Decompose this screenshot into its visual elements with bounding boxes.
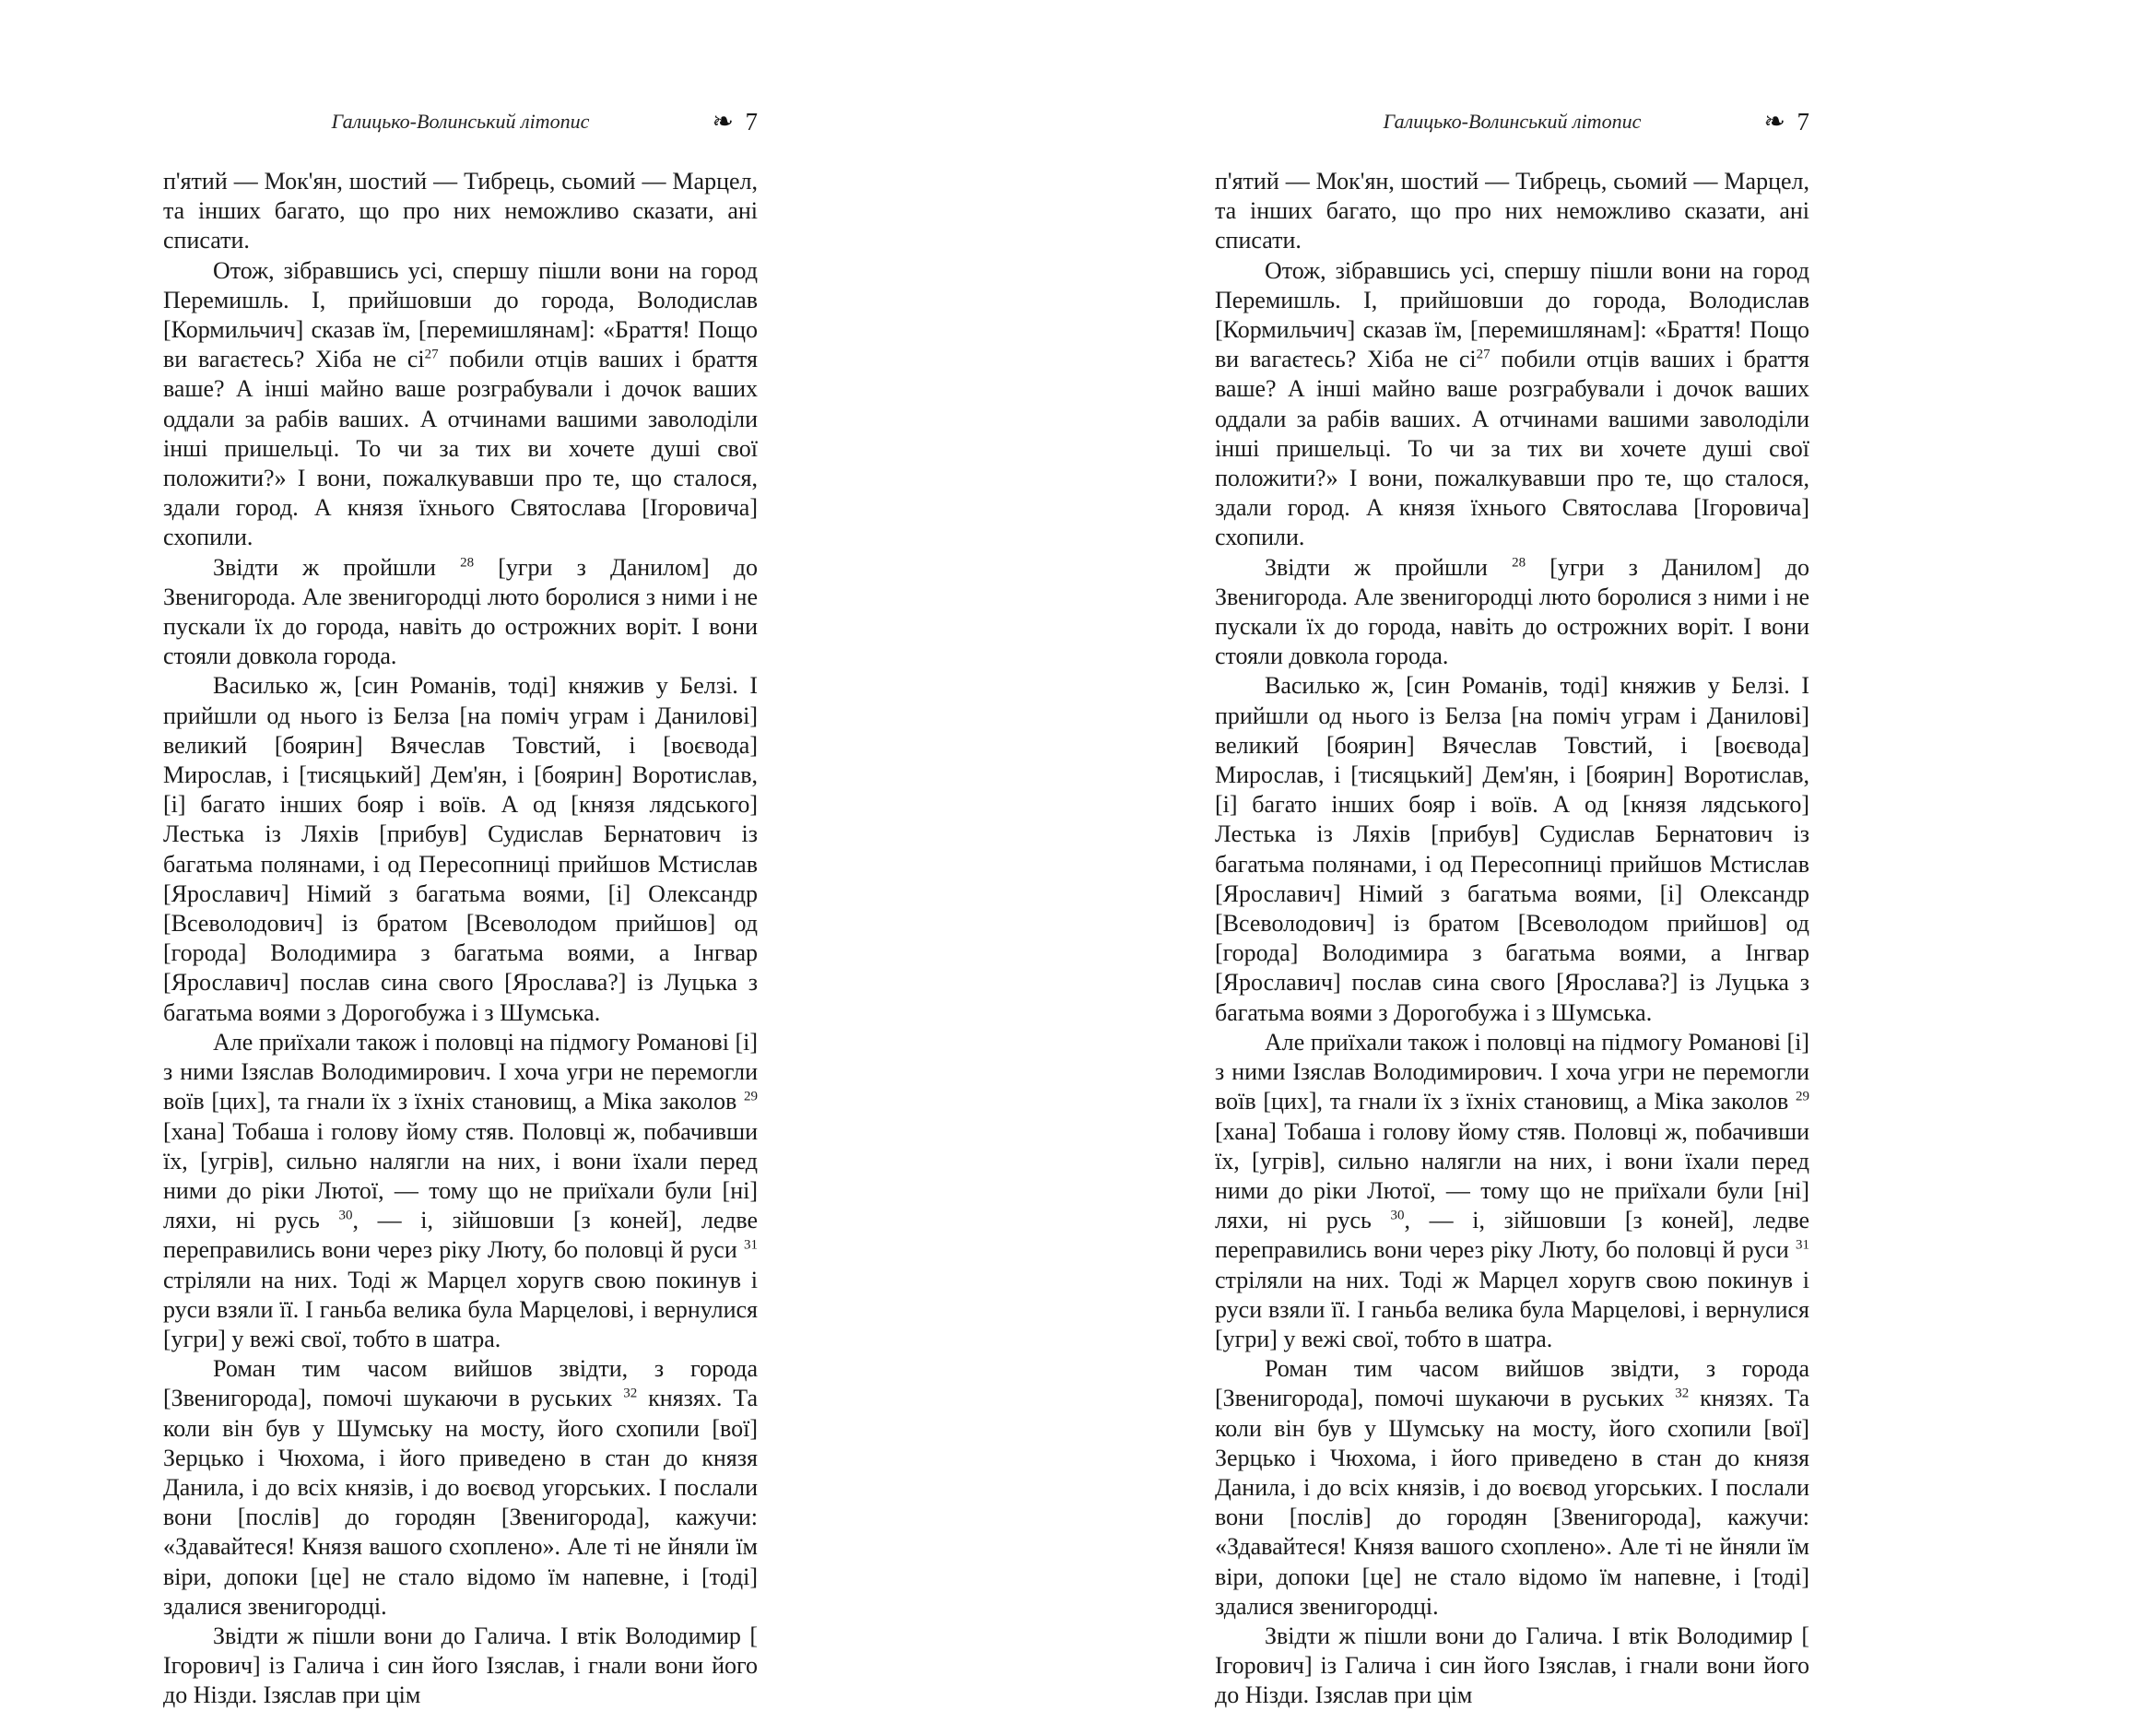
footnote-marker: 29 [1796,1089,1809,1104]
paragraph-text: п'ятий — Мок'ян, шостий — Тибрець, сьомий — Марцел, та інших багато, що про них неможливо сказати, ані списати. [163,168,758,254]
paragraph-text: [хана] Тобаша і голову йому стяв. Половці ж, побачивши їх, [угрів], сильно налягли на них, і вони їхали перед ними до ріки Лютої, — тому що не приїхали були [ні] ляхи, ні русь [163,1117,758,1234]
paragraph [163,256,758,553]
paragraph-text: , — і, зійшовши [з коней], ледве переправились вони через ріку Люту, бо половці й руси [163,1207,758,1264]
paragraph-text: Звідти ж пішли вони до Галича. І втік Володимир [ Ігорович] із Галича і син його Ізяслав, і гнали вони його до Нізди. Ізяслав при цім [1215,1622,1809,1709]
paragraph-text: [угри з Данилом] до Звенигорода. Але звенигородці люто боролися з ними і не пускали їх до города, навіть до острожних воріт. І вони стояли довкола города. [163,553,758,670]
paragraph-text: Отож, зібравшись усі, спершу пішли вони на город Перемишль. І, прийшовши до города, Володислав [Кормильчич] сказав їм, [перемишлянам]: «Браття! Пощо ви вагаєтесь? Хіба не сі [163,256,758,373]
paragraph [163,167,758,256]
paragraph-text: Отож, зібравшись усі, спершу пішли вони на город Перемишль. І, прийшовши до города, Володислав [Кормильчич] сказав їм, [перемишлянам]: «Браття! Пощо ви вагаєтесь? Хіба не сі [1215,256,1809,373]
footnote-marker: 27 [1476,347,1490,362]
paragraph-text: [хана] Тобаша і голову йому стяв. Половці ж, побачивши їх, [угрів], сильно налягли на них, і вони їхали перед ними до ріки Лютої, — тому що не приїхали були [ні] ляхи, ні русь [1215,1117,1809,1234]
page-number: 7 [745,108,758,136]
paragraph-text: князях. Та коли він був у Шумську на мосту, його схопили [вої] Зерцько і Чюхома, і його приведено в стан до князя Данила, і до всіх князів, і до воєвод угорських. І послали вони [послів] до городян [Звенигорода], кажучи: «Здавайтеся! Князя вашого схоплено». Але ті не йняли їм віри, допоки [це] не стало відомо їм напевне, і [тоді] здалися звенигородці. [1215,1385,1809,1620]
header-title: Галицько-Волинський літопис [331,110,590,133]
paragraph [163,1028,758,1354]
paragraph [1215,1622,1809,1711]
footnote-marker: 30 [1390,1208,1405,1223]
fleuron-icon: ❧ [1763,106,1785,136]
page-number: 7 [1797,108,1809,136]
footnote-marker: 32 [1675,1386,1690,1401]
paragraph-text: [угри з Данилом] до Звенигорода. Але звенигородці люто боролися з ними і не пускали їх до города, навіть до острожних воріт. І вони стояли довкола города. [1215,553,1809,670]
footnote-marker: 29 [744,1089,758,1104]
page-body [163,167,758,1711]
footnote-marker: 27 [424,347,439,362]
paragraph [1215,1028,1809,1354]
running-header [1215,103,1809,140]
footnote-marker: 28 [1512,554,1526,570]
paragraph-text: Роман тим часом вийшов звідти, з города [Звенигорода], помочі шукаючи в руських [163,1355,758,1412]
paragraph-text: Звідти ж пішли вони до Галича. І втік Володимир [ Ігорович] із Галича і син його Ізяслав, і гнали вони його до Нізди. Ізяслав при цім [163,1622,758,1709]
paragraph-text: стріляли на них. Тоді ж Марцел хоругв свою покинув і руси взяли її. І ганьба велика була Марцелові, і вернулися [угри] у вежі свої, тобто в шатра. [1215,1266,1809,1352]
footnote-marker: 30 [338,1208,353,1223]
paragraph-text: Василько ж, [син Романів, тоді] княжив у Белзі. І прийшли од нього із Белза [на поміч уграм і Данилові] великий [боярин] Вячеслав Товстий, і [воєвода] Мирослав, і [тисяцький] Дем'ян, і [боярин] Воротислав, [і] багато інших бояр і воїв. А од [князя лядського] Лестька із Ляхів [прибув] Судислав Бернатович із багатьма полянами, і од Пересопниці прийшов Мстислав [Ярославич] Німий з багатьма воями, [і] Олександр [Всеволодович] із братом [Всеволодом прийшов] од [города] Володимира з багатьма воями, а Інгвар [Ярославич] послав сина свого [Ярослава?] із Луцька з багатьма воями з Дорогобужа і з Шумська. [1215,672,1809,1026]
paragraph-text: Але приїхали також і половці на підмогу Романові [і] з ними Ізяслав Володимирович. І хоча угри не перемогли воїв [цих], та гнали їх з їхніх становищ, а Міка заколов [1215,1028,1809,1115]
footnote-marker: 31 [744,1237,758,1253]
paragraph-text: Роман тим часом вийшов звідти, з города [Звенигорода], помочі шукаючи в руських [1215,1355,1809,1412]
paragraph-text: , — і, зійшовши [з коней], ледве переправились вони через ріку Люту, бо половці й руси [1215,1207,1809,1264]
fleuron-icon: ❧ [712,106,734,136]
paragraph-text: Звідти ж пройшли [1265,553,1513,581]
paragraph [163,1622,758,1711]
page-body [1215,167,1809,1711]
paragraph-text: побили отців ваших і браття ваше? А інші майно ваше розграбували і дочок ваших оддали за рабів ваших. А отчинами вашими заволоділи інші пришельці. То чи за тих ви хочете душі свої положити?» І вони, пожалкувавши про те, що сталося, здали город. А князя їхнього Святослава [Ігоровича] схопили. [163,346,758,551]
running-header [163,103,758,140]
paragraph [163,671,758,1027]
footnote-marker: 32 [623,1386,638,1401]
paragraph [1215,671,1809,1027]
paragraph [1215,553,1809,672]
paragraph [163,553,758,672]
paragraph [1215,256,1809,553]
paragraph [1215,1354,1809,1622]
paragraph-text: Але приїхали також і половці на підмогу Романові [і] з ними Ізяслав Володимирович. І хоча угри не перемогли воїв [цих], та гнали їх з їхніх становищ, а Міка заколов [163,1028,758,1115]
paragraph-text: стріляли на них. Тоді ж Марцел хоругв свою покинув і руси взяли її. І ганьба велика була Марцелові, і вернулися [угри] у вежі свої, тобто в шатра. [163,1266,758,1352]
footnote-marker: 28 [460,554,475,570]
paragraph-text: Звідти ж пройшли [213,553,461,581]
paragraph [1215,167,1809,256]
paragraph-text: Василько ж, [син Романів, тоді] княжив у Белзі. І прийшли од нього із Белза [на поміч уграм і Данилові] великий [боярин] Вячеслав Товстий, і [воєвода] Мирослав, і [тисяцький] Дем'ян, і [боярин] Воротислав, [і] багато інших бояр і воїв. А од [князя лядського] Лестька із Ляхів [прибув] Судислав Бернатович із багатьма полянами, і од Пересопниці прийшов Мстислав [Ярославич] Німий з багатьма воями, [і] Олександр [Всеволодович] із братом [Всеволодом прийшов] од [города] Володимира з багатьма воями, а Інгвар [Ярославич] послав сина свого [Ярослава?] із Луцька з багатьма воями з Дорогобужа і з Шумська. [163,672,758,1026]
paragraph-text: п'ятий — Мок'ян, шостий — Тибрець, сьомий — Марцел, та інших багато, що про них неможливо сказати, ані списати. [1215,168,1809,254]
paragraph-text: побили отців ваших і браття ваше? А інші майно ваше розграбували і дочок ваших оддали за рабів ваших. А отчинами вашими заволоділи інші пришельці. То чи за тих ви хочете душі свої положити?» І вони, пожалкувавши про те, що сталося, здали город. А князя їхнього Святослава [Ігоровича] схопили. [1215,346,1809,551]
paragraph-text: князях. Та коли він був у Шумську на мосту, його схопили [вої] Зерцько і Чюхома, і його приведено в стан до князя Данила, і до всіх князів, і до воєвод угорських. І послали вони [послів] до городян [Звенигорода], кажучи: «Здавайтеся! Князя вашого схоплено». Але ті не йняли їм віри, допоки [це] не стало відомо їм напевне, і [тоді] здалися звенигородці. [163,1385,758,1620]
paragraph [163,1354,758,1622]
header-title: Галицько-Волинський літопис [1383,110,1642,133]
footnote-marker: 31 [1796,1237,1809,1253]
